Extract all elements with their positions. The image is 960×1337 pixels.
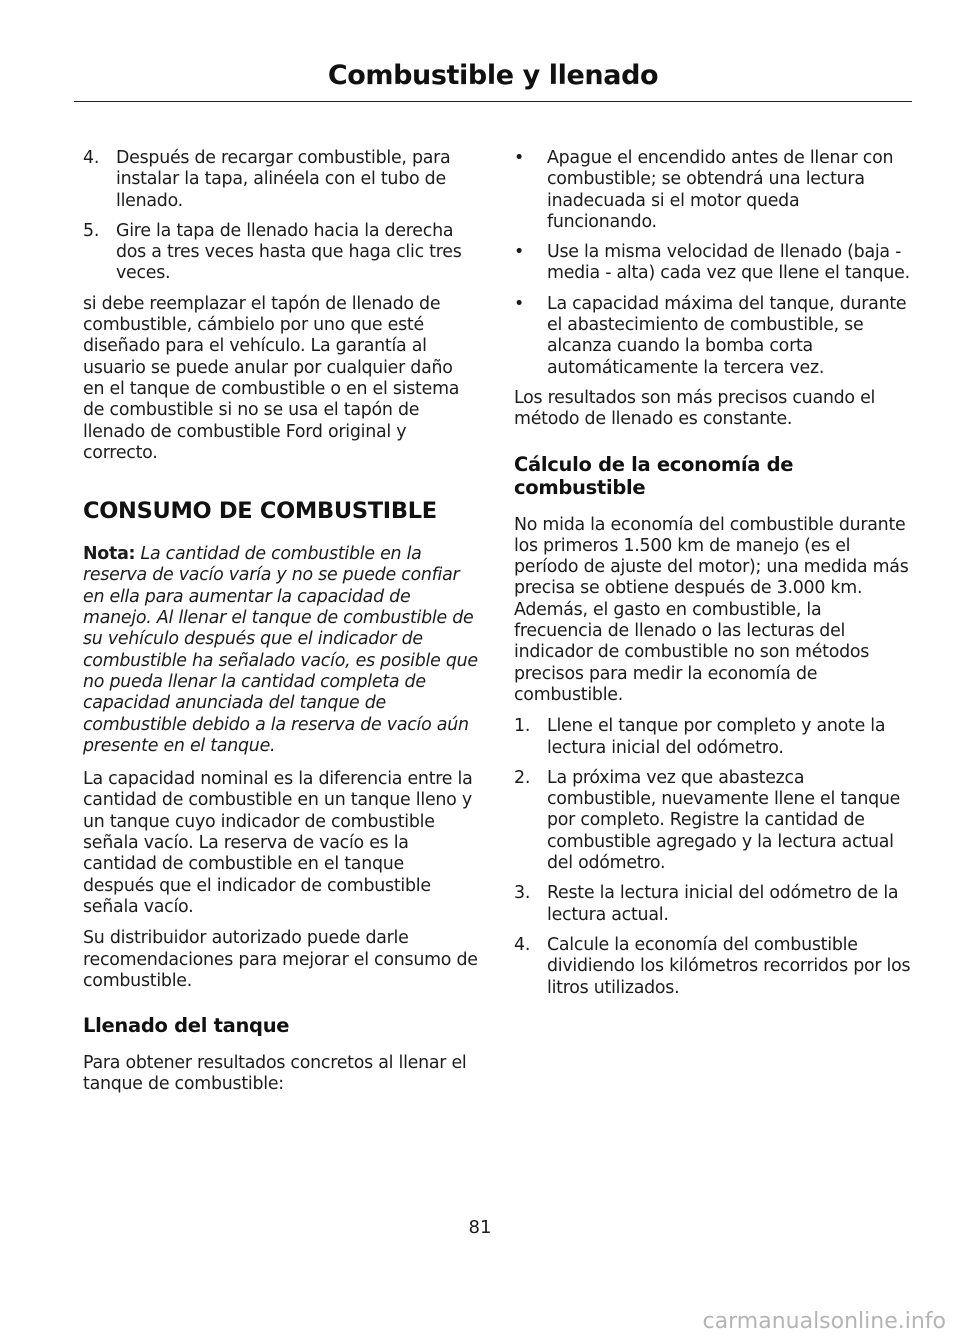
paragraph-dealer: Su distribuidor autorizado puede darle recomendaciones para mejorar el consumo de combustible. xyxy=(83,928,478,991)
list-item xyxy=(514,148,912,233)
note xyxy=(83,544,479,757)
bullet-text: Use la misma velocidad de llenado (baja - media - alta) cada vez que llene el tanque. xyxy=(547,242,910,284)
step-text: Después de recargar combustible, para instalar la tapa, alinéela con el tubo de llenado. xyxy=(116,148,451,211)
bullet-mark: • xyxy=(514,242,525,263)
step-number: 1. xyxy=(514,716,531,737)
note-text: La cantidad de combustible en la reserva de vacío varía y no se puede confiar en ella para aumentar la capacidad de manejo. Al llenar el tanque de combustible de su vehículo después que el indicador de combustible ha señalado vacío, es posible que no pueda llenar la cantidad completa de capacidad anunciada del tanque de combustible debido a la reserva de vacío aún presente en el tanque. xyxy=(83,544,478,756)
step-text: La próxima vez que abastezca combustible, nuevamente llene el tanque por completo. Registre la cantidad de combustible agregado y la lectura actual del odómetro. xyxy=(547,767,901,874)
list-item xyxy=(514,768,912,874)
step-text: Llene el tanque por completo y anote la lectura inicial del odómetro. xyxy=(547,716,886,758)
bullet-mark: • xyxy=(514,293,525,314)
bullet-list xyxy=(514,148,912,379)
step-number: 2. xyxy=(514,767,531,788)
list-item xyxy=(514,294,912,379)
list-item xyxy=(514,242,912,285)
paragraph-filling: Para obtener resultados concretos al llenar el tanque de combustible: xyxy=(83,1053,467,1095)
step-number: 5. xyxy=(83,220,100,241)
section-title: CONSUMO DE COMBUSTIBLE xyxy=(83,498,437,525)
steps-list xyxy=(514,716,912,999)
step-text: Gire la tapa de llenado hacia la derecha dos a tres veces hasta que haga clic tres veces. xyxy=(116,220,462,284)
page-header xyxy=(74,60,912,102)
list-item xyxy=(514,716,912,759)
subsection-title: Cálculo de la economía de combustible xyxy=(514,452,794,499)
paragraph-economy: No mida la economía del combustible durante los primeros 1.500 km de manejo (es el período de ajuste del motor); una medida más precisa se obtiene después de 3.000 km. Además, el gasto en combustible, la frecuencia de llenado o las lecturas del indicador de combustible no son métodos precisos para medir la economía de combustible. xyxy=(514,514,909,705)
paragraph-nominal-capacity: La capacidad nominal es la diferencia entre la cantidad de combustible en un tanque lleno y un tanque cuyo indicador de combustible señala vacío. La reserva de vacío es la cantidad de combustible en el tanque después que el indicador de combustible señala vacío. xyxy=(83,769,473,917)
step-number: 4. xyxy=(83,148,100,168)
list-item xyxy=(83,148,479,212)
paragraph-results: Los resultados son más precisos cuando el método de llenado es constante. xyxy=(514,387,876,430)
step-number: 4. xyxy=(514,934,531,955)
step-number: 3. xyxy=(514,883,531,904)
list-item xyxy=(83,221,479,285)
paragraph-fuel-cap: si debe reemplazar el tapón de llenado de combustible, cámbielo por uno que esté diseñado para el vehículo. La garantía al usuario se puede anular por cualquier daño en el tanque de combustible o en el sistema de combustible si no se usa el tapón de llenado de combustible Ford original y correcto. xyxy=(83,293,460,463)
watermark-corner: carmanualsonline.info xyxy=(702,1309,946,1334)
bullet-mark: • xyxy=(514,148,525,168)
subsection-title: Llenado del tanque xyxy=(83,1014,290,1038)
note-label: Nota: xyxy=(83,544,136,565)
page-number: 81 xyxy=(468,1217,492,1238)
list-item xyxy=(514,883,912,926)
step-text: Calcule la economía del combustible dividiendo los kilómetros recorridos por los litros utilizados. xyxy=(547,934,911,998)
left-column xyxy=(83,148,479,1106)
right-column xyxy=(514,148,912,1008)
steps-list xyxy=(83,148,479,285)
bullet-text: La capacidad máxima del tanque, durante el abastecimiento de combustible, se alcanza cuando la bomba corta automáticamente la tercera vez. xyxy=(547,293,907,378)
page-title: Combustible y llenado xyxy=(327,60,659,91)
step-text: Reste la lectura inicial del odómetro de la lectura actual. xyxy=(547,883,899,925)
list-item xyxy=(514,935,912,999)
bullet-text: Apague el encendido antes de llenar con combustible; se obtendrá una lectura inadecuada si el motor queda funcionando. xyxy=(547,148,894,232)
